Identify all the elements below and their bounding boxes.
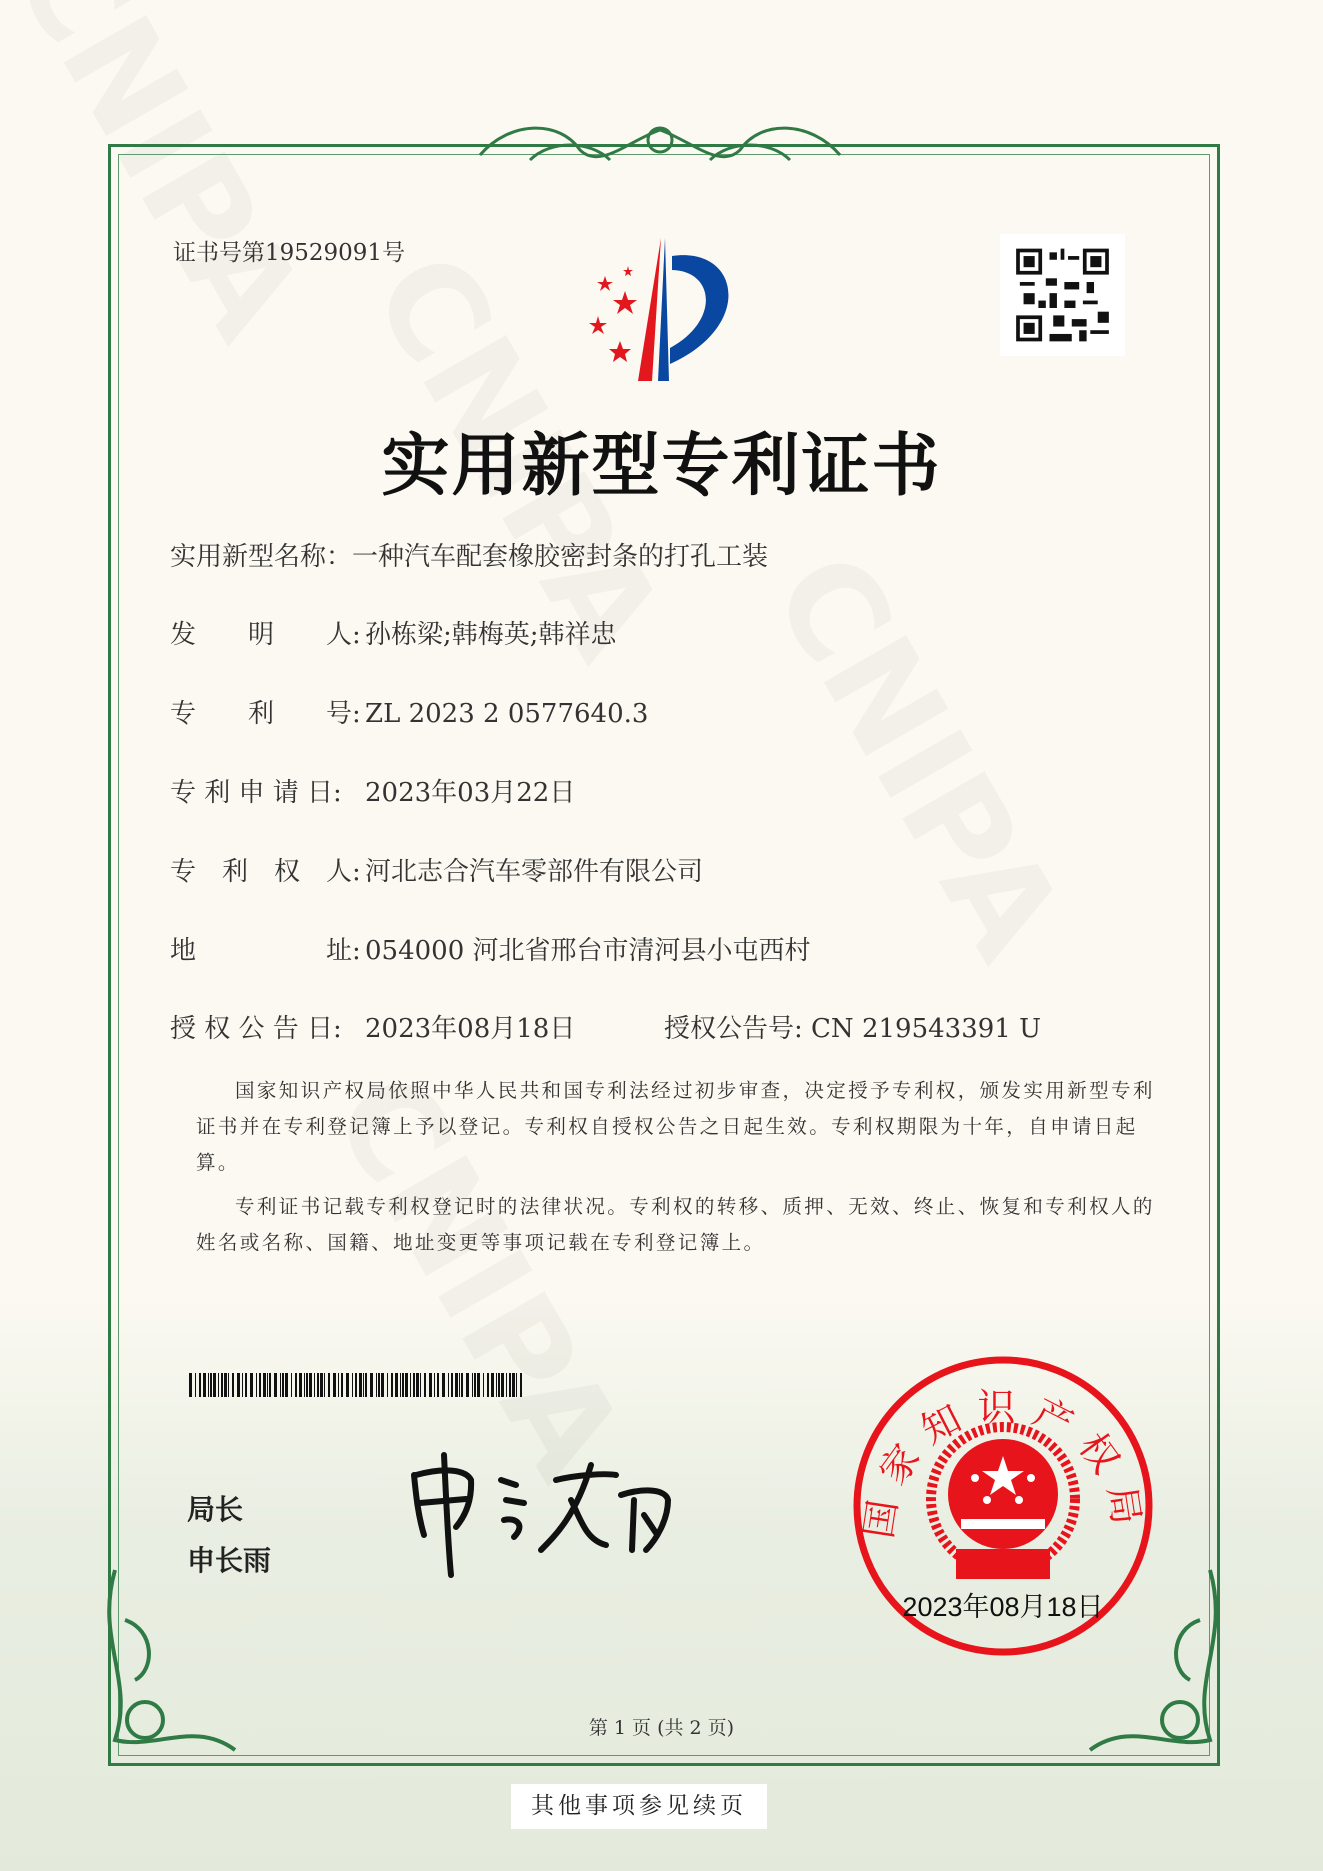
field-value: 河北志合汽车零部件有限公司 <box>365 857 704 887</box>
barcode-bar <box>274 1373 277 1397</box>
barcode-bar <box>224 1373 227 1397</box>
barcode-bar <box>410 1373 411 1397</box>
continuation-note: 其他事项参见续页 <box>511 1784 767 1829</box>
barcode-bar <box>424 1373 426 1397</box>
field-value: 孙栋梁;韩梅英;韩祥忠 <box>365 620 617 650</box>
grant-statement: 国家知识产权局依照中华人民共和国专利法经过初步审查，决定授予专利权，颁发实用新型专利证书并在专利登记簿上予以登记。专利权自授权公告之日起生效。专利权期限为十年，自申请日起算。 <box>196 1079 1155 1174</box>
barcode-bar <box>474 1373 476 1397</box>
barcode-bar <box>378 1373 380 1397</box>
barcode-bar <box>291 1373 292 1397</box>
barcode-bar <box>416 1373 419 1397</box>
barcode-bar <box>338 1373 339 1397</box>
barcode <box>189 1373 525 1397</box>
field-value: 2023年03月22日 <box>365 778 576 808</box>
barcode-bar <box>317 1373 319 1397</box>
barcode-bar <box>498 1373 500 1397</box>
signatory-title: 局长 <box>187 1493 244 1526</box>
barcode-bar <box>250 1373 253 1397</box>
barcode-bar <box>459 1373 460 1397</box>
barcode-bar <box>199 1373 201 1397</box>
field-value: CN 219543391 U <box>811 1014 1041 1044</box>
barcode-bar <box>442 1373 445 1397</box>
barcode-bar <box>221 1373 223 1397</box>
barcode-bar <box>237 1373 240 1397</box>
field-value: ZL 2023 2 0577640.3 <box>365 699 649 729</box>
barcode-bar <box>387 1373 388 1397</box>
barcode-bar <box>451 1373 453 1397</box>
barcode-bar <box>506 1373 507 1397</box>
barcode-bar <box>477 1373 480 1397</box>
barcode-bar <box>400 1373 401 1397</box>
field-application-date <box>170 772 575 809</box>
field-patent-number <box>170 693 648 730</box>
barcode-bar <box>512 1373 515 1397</box>
barcode-bar <box>370 1373 373 1397</box>
barcode-bar <box>487 1373 489 1397</box>
field-value: 054000 河北省邢台市清河县小屯西村 <box>365 936 811 966</box>
barcode-bar <box>259 1373 261 1397</box>
barcode-bar <box>496 1373 497 1397</box>
barcode-bar <box>232 1373 234 1397</box>
barcode-bar <box>509 1373 511 1397</box>
barcode-bar <box>395 1373 398 1397</box>
barcode-bar <box>448 1373 449 1397</box>
field-patentee <box>170 851 703 888</box>
barcode-bar <box>285 1373 288 1397</box>
barcode-bar <box>333 1373 336 1397</box>
field-grant-date <box>170 1008 575 1045</box>
barcode-bar <box>472 1373 473 1397</box>
barcode-bar <box>320 1373 323 1397</box>
national-emblem-icon <box>931 1427 1075 1579</box>
barcode-bar <box>365 1373 367 1397</box>
barcode-bar <box>267 1373 268 1397</box>
seal-date: 2023年08月18日 <box>902 1592 1104 1622</box>
legal-status-statement: 专利证书记载专利权登记时的法律状况。专利权的转移、质押、无效、终止、恢复和专利权人的姓名或名称、国籍、地址变更等事项记载在专利登记簿上。 <box>196 1195 1155 1254</box>
barcode-bar <box>363 1373 364 1397</box>
cnipa-logo-icon <box>570 236 760 386</box>
field-label: 专 利 号: <box>170 699 361 729</box>
barcode-bar <box>501 1373 504 1397</box>
barcode-bar <box>295 1373 297 1397</box>
field-label: 授权公告号: <box>664 1014 803 1044</box>
field-label: 专 利 申 请 日: <box>170 778 342 808</box>
barcode-bar <box>324 1373 325 1397</box>
field-utility-model-name <box>170 536 768 573</box>
field-label: 发 明 人: <box>170 620 361 650</box>
barcode-bar <box>520 1373 522 1397</box>
barcode-bar <box>269 1373 271 1397</box>
barcode-bar <box>455 1373 458 1397</box>
barcode-bar <box>413 1373 415 1397</box>
barcode-bar <box>263 1373 266 1397</box>
barcode-bar <box>355 1373 357 1397</box>
barcode-bar <box>341 1373 343 1397</box>
barcode-bar <box>491 1373 494 1397</box>
barcode-bar <box>189 1373 192 1397</box>
seal-text: 国家知识产权局 <box>856 1385 1151 1542</box>
barcode-bar <box>352 1373 353 1397</box>
barcode-bar <box>328 1373 330 1397</box>
barcode-bar <box>314 1373 315 1397</box>
barcode-bar <box>213 1373 216 1397</box>
barcode-bar <box>210 1373 212 1397</box>
barcode-bar <box>304 1373 305 1397</box>
field-value: 2023年08月18日 <box>365 1014 576 1044</box>
barcode-bar <box>466 1373 469 1397</box>
barcode-bar <box>203 1373 206 1397</box>
ornament-icon <box>470 110 850 180</box>
barcode-bar <box>299 1373 302 1397</box>
barcode-bar <box>245 1373 247 1397</box>
barcode-bar <box>346 1373 349 1397</box>
barcode-bar <box>359 1373 362 1397</box>
barcode-bar <box>256 1373 257 1397</box>
barcode-bar <box>429 1373 432 1397</box>
official-seal <box>851 1354 1156 1659</box>
signature <box>406 1445 686 1580</box>
barcode-bar <box>405 1373 408 1397</box>
barcode-bar <box>420 1373 421 1397</box>
barcode-bar <box>280 1373 281 1397</box>
barcode-bar <box>218 1373 219 1397</box>
barcode-bar <box>381 1373 384 1397</box>
qr-code <box>1000 234 1125 356</box>
field-value: 一种汽车配套橡胶密封条的打孔工装 <box>352 542 769 572</box>
barcode-bar <box>391 1373 393 1397</box>
barcode-bar <box>376 1373 377 1397</box>
barcode-bar <box>516 1373 517 1397</box>
field-address <box>170 930 811 967</box>
barcode-bar <box>306 1373 308 1397</box>
field-inventor <box>170 614 617 651</box>
barcode-bar <box>434 1373 435 1397</box>
certificate-number: 证书号第19529091号 <box>173 240 406 266</box>
barcode-bar <box>282 1373 284 1397</box>
page-indicator: 第 1 页 (共 2 页) <box>588 1717 735 1739</box>
field-label: 地 址: <box>170 936 361 966</box>
field-label: 专 利 权 人: <box>170 857 361 887</box>
barcode-bar <box>402 1373 404 1397</box>
barcode-bar <box>461 1373 463 1397</box>
field-publication-number <box>664 1008 1041 1045</box>
field-label: 实用新型名称： <box>170 542 353 572</box>
barcode-bar <box>195 1373 196 1397</box>
barcode-bar <box>208 1373 209 1397</box>
barcode-bar <box>437 1373 439 1397</box>
signatory-name: 申长雨 <box>187 1544 272 1577</box>
barcode-bar <box>483 1373 484 1397</box>
page-title: 实用新型专利证书 <box>381 427 942 506</box>
field-label: 授 权 公 告 日: <box>170 1014 342 1044</box>
barcode-bar <box>228 1373 229 1397</box>
barcode-bar <box>309 1373 312 1397</box>
barcode-bar <box>242 1373 243 1397</box>
